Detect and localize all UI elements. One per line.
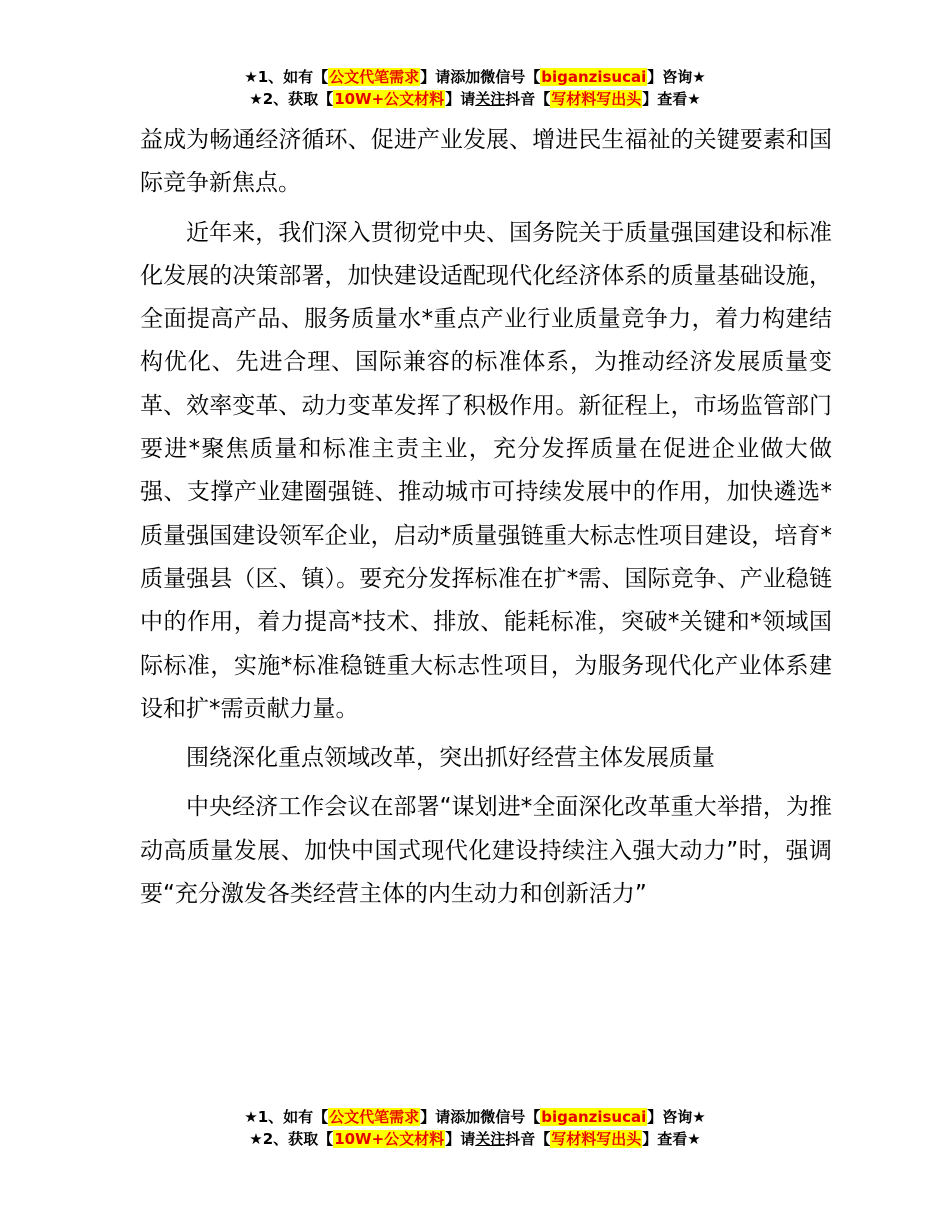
highlight-douyin-account: 写材料写出头 (551, 90, 642, 108)
paragraph-continuation: 益成为畅通经济循环、促进产业发展、增进民生福祉的关键要素和国际竞争新焦点。 (140, 127, 832, 197)
paragraph-quality-standards: 近年来，我们深入贯彻党中央、国务院关于质量强国建设和标准化发展的决策部署，加快建设适配现代化经济体系的质量基础设施，全面提高产品、服务质量水*重点产业行业质量竞争力，着力构建结构优化、先进合理、国际兼容的标准体系，为推动经济发展质量变革、效率变革、动力变革发挥了积极作用。新征程上，市场监管部门要进*聚焦质量和标准主责主业，充分发挥质量在促进企业做大做强、支撑产业建圈强链、推动城市可持续发展中的作用，加快遴选*质量强国建设领军企业，启动*质量强链重大标志性项目建设，培育*质量强县（区、镇）。要充分发挥标准在扩*需、国际竞争、产业稳链中的作用，着力提高*技术、排放、能耗标准，突破*关键和*领域国际标准，实施*标准稳链重大标志性项目，为服务现代化产业体系建设和扩*需贡献力量。 (140, 219, 832, 722)
underlined-follow: 关注 (475, 90, 506, 108)
banner-text: 】查看★ (642, 90, 701, 108)
banner-line-2 (0, 88, 950, 110)
document-body (140, 119, 832, 922)
underlined-follow: 关注 (475, 1130, 506, 1148)
banner-line-1 (0, 66, 950, 88)
highlight-wechat-id: biganzisucai (541, 68, 647, 86)
highlight-ghostwriting: 公文代笔需求 (329, 68, 420, 86)
highlight-wechat-id: biganzisucai (541, 1108, 647, 1126)
header-banner (0, 66, 950, 110)
banner-line-2 (0, 1128, 950, 1150)
footer-banner (0, 1106, 950, 1150)
paragraph-economic-conference: 中央经济工作会议在部署“谋划进*全面深化改革重大举措，为推动高质量发展、加快中国式现代化建设持续注入强大动力”时，强调要“充分激发各类经营主体的内生动力和创新活力” (140, 794, 832, 908)
banner-text: 】请添加微信号【 (420, 68, 541, 86)
banner-text: 】咨询★ (647, 68, 706, 86)
highlight-materials: 10W+公文材料 (334, 90, 445, 108)
highlight-materials: 10W+公文材料 (334, 1130, 445, 1148)
banner-text: 】请 (445, 1130, 476, 1148)
highlight-douyin-account: 写材料写出头 (551, 1130, 642, 1148)
highlight-ghostwriting: 公文代笔需求 (329, 1108, 420, 1126)
banner-text: ★2、获取【 (249, 1130, 334, 1148)
banner-text: ★1、如有【 (244, 1108, 329, 1126)
banner-text: 】请添加微信号【 (420, 1108, 541, 1126)
section-heading: 围绕深化重点领域改革，突出抓好经营主体发展质量 (186, 745, 715, 772)
banner-text: 】咨询★ (647, 1108, 706, 1126)
banner-text: 抖音【 (505, 90, 551, 108)
banner-text: 】查看★ (642, 1130, 701, 1148)
banner-text: 抖音【 (505, 1130, 551, 1148)
banner-line-1 (0, 1106, 950, 1128)
banner-text: ★2、获取【 (249, 90, 334, 108)
banner-text: 】请 (445, 90, 476, 108)
banner-text: ★1、如有【 (244, 68, 329, 86)
